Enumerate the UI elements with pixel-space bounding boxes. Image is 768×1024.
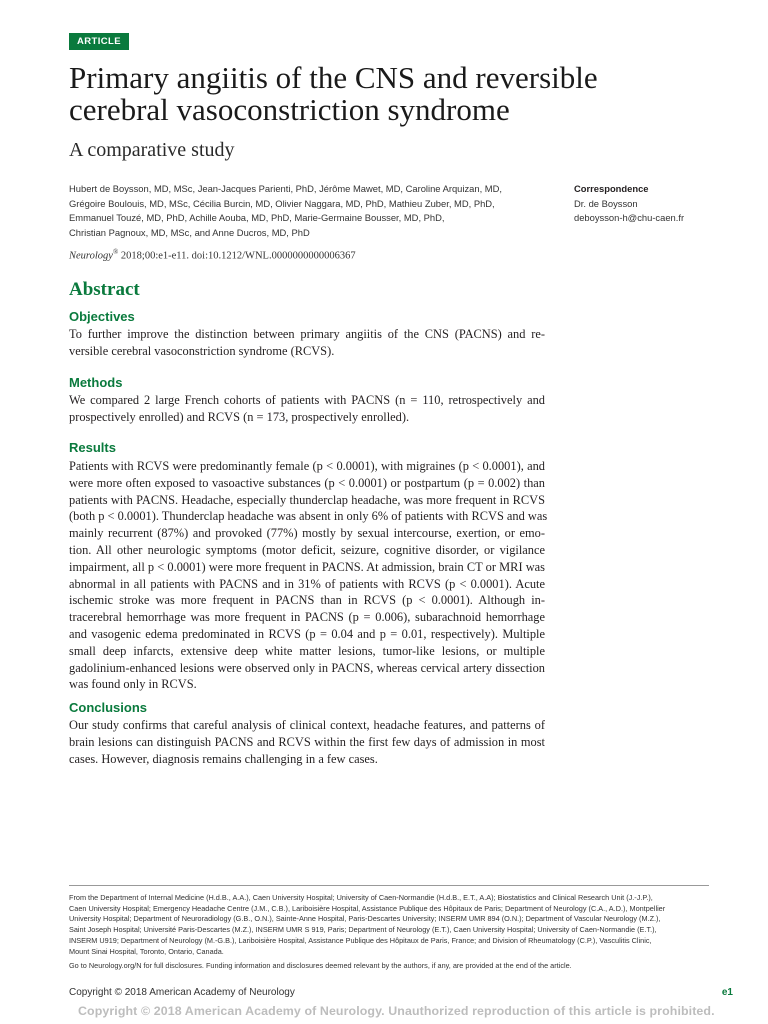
- title-line: cerebral vasoconstriction syndrome: [69, 92, 510, 127]
- affiliation-line: University Hospital; Department of Neuroradiology (G.B., O.N.), Sainte-Anne Hospital, Paris-Descartes University; INSERM UMR 894 (O.N.); Department of Vascular Neurology (M.Z.),: [69, 914, 661, 924]
- text-line: abnormal in all patients with PACNS and in 31% of patients with RCVS (p < 0.0001). Acute: [69, 576, 545, 591]
- page-number: e1: [721, 987, 733, 998]
- objectives-heading: Objectives: [69, 309, 135, 324]
- citation-line: [69, 248, 356, 262]
- text-line: (both p < 0.0001). Thunderclap headache was absent in only 6% of patients with RCVS and was: [69, 509, 548, 524]
- text-line: brain lesions can distinguish PACNS and RCVS within the first few days of admission in most: [69, 734, 545, 749]
- text-line: ischemic stroke was more frequent in PACNS than in RCVS (p < 0.0001). Although in-: [69, 593, 545, 608]
- author-line: Hubert de Boysson, MD, MSc, Jean-Jacques Parienti, PhD, Jérôme Mawet, MD, Caroline Arquizan, MD,: [69, 183, 502, 194]
- text-line: small deep infarcts, extensive deep white matter lesions, tumor-like lesions, or multiple: [69, 643, 545, 658]
- copyright-notice: Copyright © 2018 American Academy of Neurology: [69, 987, 295, 998]
- text-line: impairment, all p < 0.0001) were more frequent in PACNS. At admission, brain CT or MRI was: [69, 559, 545, 574]
- text-line: mainly recurrent (87%) and provoked (77%) mostly by sexual intercourse, exertion, or emo-: [69, 526, 545, 541]
- correspondence-block: [574, 182, 744, 226]
- text-line: Patients with RCVS were predominantly female (p < 0.0001), with migraines (p < 0.0001), and: [69, 459, 545, 473]
- affiliation-line: INSERM U919; Department of Neurology (M.-G.B.), Lariboisière Hospital, Assistance Publique des Hôpitaux de Paris, France; and Division of Rheumatology (C.P.), Vasculitis Clinic,: [69, 935, 652, 945]
- footnote-divider: [69, 885, 709, 886]
- text-line: prospectively enrolled) and RCVS (n = 173, prospectively enrolled).: [69, 409, 410, 424]
- text-line: gadolinium-enhanced lesions were observed only in PACNS, whereas cervical artery dissection: [69, 660, 545, 675]
- correspondence-heading: Correspondence: [574, 183, 649, 194]
- text-line: To further improve the distinction between primary angiitis of the CNS (PACNS) and re-: [69, 327, 545, 341]
- author-line: Grégoire Boulouis, MD, MSc, Cécilia Burcin, MD, Olivier Naggara, MD, PhD, Mathieu Zuber, MD, PhD,: [69, 197, 495, 209]
- text-line: was found only in RCVS.: [69, 677, 197, 692]
- author-line: Emmanuel Touzé, MD, PhD, Achille Aouba, MD, PhD, Marie-Germaine Bousser, MD, PhD,: [69, 212, 445, 224]
- article-subtitle: A comparative study: [69, 139, 235, 161]
- affiliation-line: From the Department of Internal Medicine (H.d.B., A.A.), Caen University Hospital; University of Caen-Normandie (H.d.B., E.T., A.A); Biostatistics and Clinical Research Unit (J.-J.P.),: [69, 893, 653, 902]
- affiliation-line: Mount Sinai Hospital, Toronto, Ontario, Canada.: [69, 946, 224, 956]
- disclosure-note: Go to Neurology.org/N for full disclosures. Funding information and disclosures deemed relevant by the authors, if any, are provided at the end of the article.: [69, 961, 572, 970]
- conclusions-text: [69, 717, 545, 767]
- results-text: [69, 458, 548, 693]
- text-line: were more often exposed to vasoactive substances (p < 0.0001) or postpartum (p = 0.002) than: [69, 475, 545, 490]
- methods-text: [69, 392, 545, 426]
- correspondence-email[interactable]: deboysson-h@chu-caen.fr: [574, 212, 685, 224]
- registered-mark: ®: [112, 248, 119, 256]
- affiliations: [69, 893, 719, 957]
- text-line: cases. However, diagnosis remains challenging in a few cases.: [69, 751, 378, 766]
- article-title: [69, 62, 689, 126]
- objectives-text: [69, 326, 545, 360]
- text-line: tion. All other neurologic symptoms (motor deficit, seizure, cognitive disorder, or vigilance: [69, 542, 545, 557]
- text-line: and vasogenic edema predominated in RCVS (p = 0.04 and p = 0.01, respectively). Multiple: [69, 626, 545, 641]
- text-line: We compared 2 large French cohorts of patients with PACNS (n = 110, retrospectively and: [69, 393, 545, 407]
- results-heading: Results: [69, 440, 116, 455]
- methods-heading: Methods: [69, 375, 123, 390]
- author-list: [69, 182, 539, 240]
- text-line: Our study confirms that careful analysis of clinical context, headache features, and patterns of: [69, 718, 545, 732]
- text-line: tracerebral hemorrhage was more frequent in PACNS (p = 0.006), subarachnoid hemorrhage: [69, 610, 545, 625]
- affiliation-line: Saint Joseph Hospital; Université Paris-Descartes (M.Z.), INSERM UMR S 919, Paris; Department of Neurology (E.T.), Caen University Hospital; University of Caen-Normandie (E.T.),: [69, 925, 657, 935]
- conclusions-heading: Conclusions: [69, 700, 148, 715]
- article-type-badge: ARTICLE: [69, 33, 129, 50]
- citation-details: 2018;00:e1-e11. doi:10.1212/WNL.0000000000006367: [118, 250, 356, 262]
- journal-name: Neurology: [69, 250, 113, 262]
- author-line: Christian Pagnoux, MD, MSc, and Anne Ducros, MD, PhD: [69, 226, 310, 238]
- affiliation-line: Caen University Hospital; Emergency Headache Centre (J.M., C.B.), Lariboisière Hospital, Assistance Publique des Hôpitaux de Paris; Department of Neurology (C.A., A.D.), Montpellier: [69, 903, 666, 913]
- text-line: patients with PACNS. Headache, especially thunderclap headache, was more frequent in RCVS: [69, 492, 545, 507]
- text-line: versible cerebral vasoconstriction syndrome (RCVS).: [69, 343, 335, 358]
- copyright-watermark: Copyright © 2018 American Academy of Neurology. Unauthorized reproduction of this article is prohibited.: [78, 1004, 715, 1018]
- correspondence-name: Dr. de Boysson: [574, 197, 638, 209]
- abstract-heading: Abstract: [69, 279, 140, 300]
- title-line: Primary angiitis of the CNS and reversible: [69, 60, 598, 95]
